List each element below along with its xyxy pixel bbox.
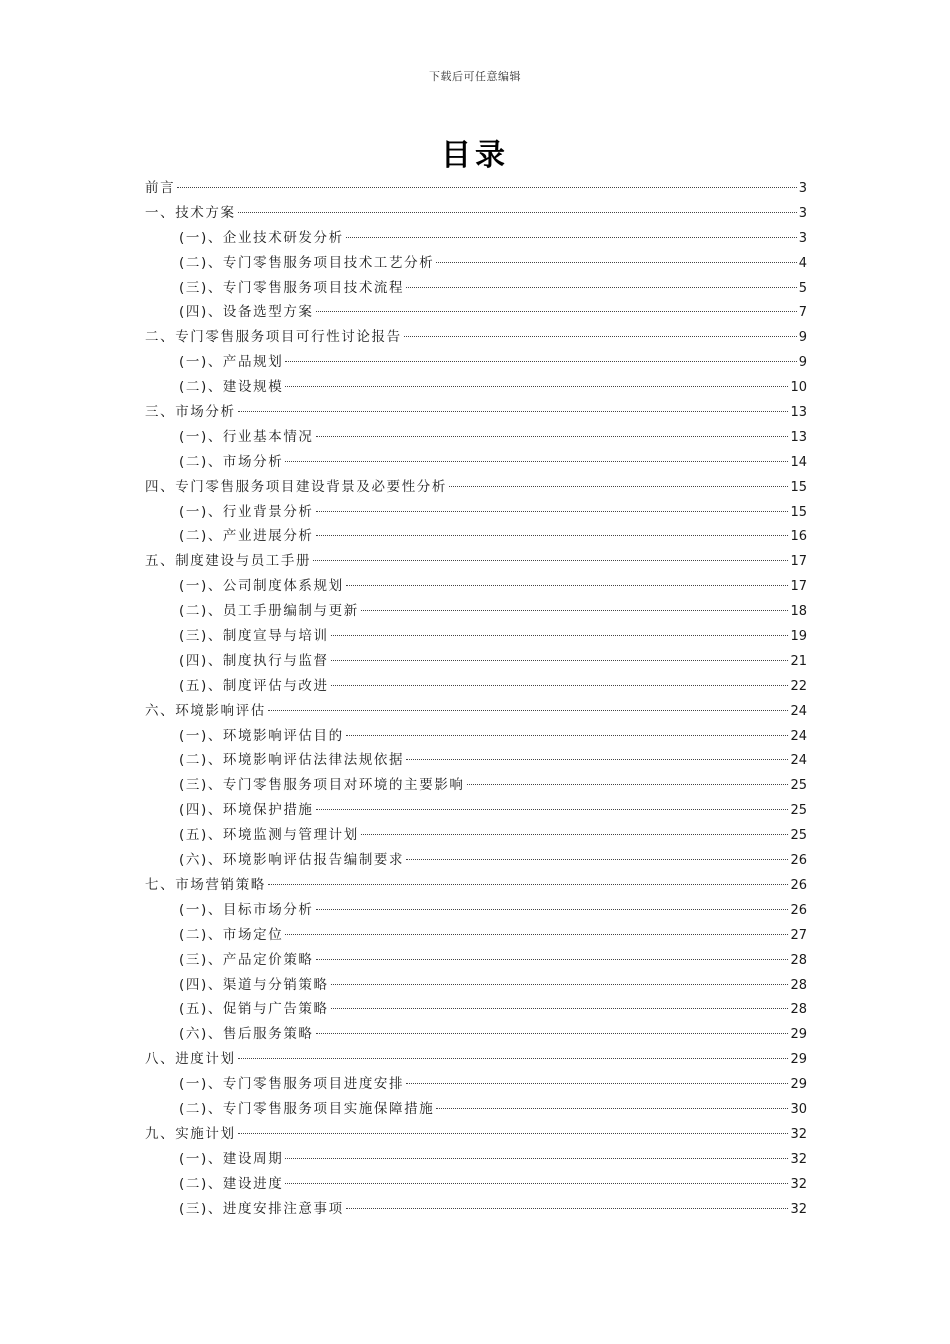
- toc-entry-page-number: 10: [790, 380, 807, 396]
- toc-subentry[interactable]: [145, 748, 807, 773]
- dot-leader: [406, 1083, 788, 1084]
- dot-leader: [436, 1108, 788, 1109]
- dot-leader: [285, 361, 796, 362]
- toc-entry-label: (六)、环境影响评估报告编制要求: [179, 852, 405, 869]
- dot-leader: [285, 386, 788, 387]
- dot-leader: [238, 1058, 789, 1059]
- toc-subentry[interactable]: [145, 500, 807, 525]
- toc-entry-label: (一)、目标市场分析: [179, 901, 314, 918]
- toc-subentry[interactable]: [145, 624, 807, 649]
- toc-entry-page-number: 13: [790, 405, 807, 421]
- toc-entry-label: (三)、专门零售服务项目对环境的主要影响: [179, 777, 465, 794]
- toc-entry-page-number: 22: [790, 678, 807, 694]
- toc-subentry[interactable]: [145, 1147, 807, 1172]
- toc-entry-page-number: 29: [790, 1052, 807, 1068]
- toc-subentry[interactable]: [145, 848, 807, 873]
- toc-entry[interactable]: [145, 1122, 807, 1147]
- toc-subentry[interactable]: [145, 1097, 807, 1122]
- dot-leader: [238, 411, 789, 412]
- toc-entry-page-number: 4: [798, 255, 807, 271]
- toc-entry-page-number: 32: [790, 1201, 807, 1217]
- toc-entry-page-number: 24: [790, 753, 807, 769]
- toc-subentry[interactable]: [145, 375, 807, 400]
- toc-subentry[interactable]: [145, 251, 807, 276]
- toc-entry-label: (一)、公司制度体系规划: [179, 578, 344, 595]
- dot-leader: [316, 809, 789, 810]
- toc-subentry[interactable]: [145, 923, 807, 948]
- toc-entry-page-number: 26: [790, 853, 807, 869]
- toc-entry-label: 六、环境影响评估: [145, 702, 266, 719]
- dot-leader: [238, 212, 797, 213]
- toc-subentry[interactable]: [145, 1197, 807, 1222]
- dot-leader: [268, 710, 789, 711]
- toc-entry-label: (四)、设备选型方案: [179, 304, 314, 321]
- toc-entry-label: 四、专门零售服务项目建设背景及必要性分析: [145, 478, 447, 495]
- dot-leader: [331, 635, 789, 636]
- toc-entry-label: (一)、专门零售服务项目进度安排: [179, 1076, 405, 1093]
- dot-leader: [331, 1008, 789, 1009]
- toc-entry-page-number: 27: [790, 927, 807, 943]
- toc-entry[interactable]: [145, 549, 807, 574]
- toc-entry-label: 九、实施计划: [145, 1125, 236, 1142]
- toc-entry-page-number: 24: [790, 703, 807, 719]
- toc-entry-page-number: 29: [790, 1077, 807, 1093]
- toc-entry-page-number: 9: [798, 330, 807, 346]
- toc-entry-page-number: 29: [790, 1027, 807, 1043]
- toc-entry-label: (二)、员工手册编制与更新: [179, 603, 359, 620]
- dot-leader: [177, 187, 797, 188]
- dot-leader: [316, 311, 797, 312]
- toc-entry-page-number: 28: [790, 952, 807, 968]
- toc-entry-label: (三)、进度安排注意事项: [179, 1200, 344, 1217]
- toc-subentry[interactable]: [145, 226, 807, 251]
- toc-entry-page-number: 17: [790, 579, 807, 595]
- toc-entry-page-number: 26: [790, 902, 807, 918]
- toc-subentry[interactable]: [145, 948, 807, 973]
- dot-leader: [268, 884, 789, 885]
- toc-subentry[interactable]: [145, 300, 807, 325]
- toc-entry-label: (二)、环境影响评估法律法规依据: [179, 752, 405, 769]
- toc-subentry[interactable]: [145, 997, 807, 1022]
- toc-entry-label: (六)、售后服务策略: [179, 1026, 314, 1043]
- toc-entry-label: 前言: [145, 180, 176, 196]
- toc-entry-page-number: 28: [790, 1002, 807, 1018]
- toc-entry-label: (二)、建设进度: [179, 1175, 284, 1192]
- toc-subentry[interactable]: [145, 599, 807, 624]
- toc-entry-page-number: 13: [790, 429, 807, 445]
- toc-entry-label: (五)、环境监测与管理计划: [179, 827, 359, 844]
- toc-title: 目录: [441, 138, 509, 173]
- toc-entry[interactable]: [145, 176, 807, 201]
- toc-entry-label: (四)、渠道与分销策略: [179, 976, 329, 993]
- dot-leader: [406, 859, 788, 860]
- toc-subentry[interactable]: [145, 1072, 807, 1097]
- toc-entry[interactable]: [145, 400, 807, 425]
- toc-entry-page-number: 26: [790, 877, 807, 893]
- dot-leader: [285, 934, 788, 935]
- toc-subentry[interactable]: [145, 1172, 807, 1197]
- toc-entry[interactable]: [145, 475, 807, 500]
- dot-leader: [316, 436, 789, 437]
- toc-entry-label: 三、市场分析: [145, 404, 236, 421]
- toc-subentry[interactable]: [145, 450, 807, 475]
- toc-entry-label: (一)、企业技术研发分析: [179, 229, 344, 246]
- toc-entry-label: (一)、产品规划: [179, 354, 284, 371]
- toc-entry-page-number: 32: [790, 1151, 807, 1167]
- toc-subentry[interactable]: [145, 425, 807, 450]
- toc-entry-label: (五)、制度评估与改进: [179, 677, 329, 694]
- toc-subentry[interactable]: [145, 973, 807, 998]
- toc-entry[interactable]: [145, 873, 807, 898]
- dot-leader: [285, 1158, 788, 1159]
- header-note: 下载后可任意编辑: [429, 70, 521, 83]
- toc-entry-label: 七、市场营销策略: [145, 876, 266, 893]
- dot-leader: [346, 1208, 789, 1209]
- toc-entry-page-number: 17: [790, 554, 807, 570]
- toc-entry-label: (一)、环境影响评估目的: [179, 727, 344, 744]
- toc-entry-page-number: 21: [790, 653, 807, 669]
- toc-entry-label: (五)、促销与广告策略: [179, 1001, 329, 1018]
- toc-entry-page-number: 5: [798, 280, 807, 296]
- toc-subentry[interactable]: [145, 674, 807, 699]
- toc-entry[interactable]: [145, 325, 807, 350]
- toc-subentry[interactable]: [145, 898, 807, 923]
- toc-entry-page-number: 30: [790, 1101, 807, 1117]
- toc-entry-page-number: 24: [790, 728, 807, 744]
- toc-subentry[interactable]: [145, 276, 807, 301]
- toc-subentry[interactable]: [145, 773, 807, 798]
- dot-leader: [331, 660, 789, 661]
- toc-entry[interactable]: [145, 201, 807, 226]
- toc-subentry[interactable]: [145, 649, 807, 674]
- toc-entry-page-number: 3: [798, 205, 807, 221]
- dot-leader: [316, 959, 789, 960]
- dot-leader: [436, 262, 796, 263]
- dot-leader: [331, 984, 789, 985]
- dot-leader: [316, 535, 789, 536]
- toc-entry-label: (二)、市场分析: [179, 453, 284, 470]
- toc-entry-label: (二)、建设规模: [179, 379, 284, 396]
- dot-leader: [316, 1033, 789, 1034]
- toc-subentry[interactable]: [145, 823, 807, 848]
- toc-entry-page-number: 3: [798, 230, 807, 246]
- toc-subentry[interactable]: [145, 524, 807, 549]
- toc-entry-label: (一)、行业背景分析: [179, 503, 314, 520]
- dot-leader: [406, 759, 788, 760]
- toc-entry-page-number: 9: [798, 355, 807, 371]
- toc-entry-page-number: 7: [798, 305, 807, 321]
- toc-entry-page-number: 32: [790, 1126, 807, 1142]
- toc-entry-label: (二)、专门零售服务项目技术工艺分析: [179, 254, 435, 271]
- dot-leader: [346, 735, 789, 736]
- toc-entry-page-number: 32: [790, 1176, 807, 1192]
- toc-subentry[interactable]: [145, 798, 807, 823]
- toc-entry-page-number: 15: [790, 504, 807, 520]
- dot-leader: [346, 237, 797, 238]
- toc-entry-page-number: 18: [790, 604, 807, 620]
- toc-entry[interactable]: [145, 699, 807, 724]
- toc-entry-label: (四)、环境保护措施: [179, 802, 314, 819]
- dot-leader: [449, 486, 788, 487]
- table-of-contents: [145, 176, 807, 1221]
- toc-entry-page-number: 3: [798, 181, 807, 196]
- toc-entry-label: 五、制度建设与员工手册: [145, 553, 312, 570]
- toc-entry-label: (一)、行业基本情况: [179, 428, 314, 445]
- toc-entry-label: (二)、专门零售服务项目实施保障措施: [179, 1100, 435, 1117]
- dot-leader: [467, 784, 789, 785]
- toc-entry-label: (二)、市场定位: [179, 926, 284, 943]
- dot-leader: [313, 560, 788, 561]
- toc-subentry[interactable]: [145, 350, 807, 375]
- toc-entry-label: (三)、产品定价策略: [179, 951, 314, 968]
- toc-entry-label: (一)、建设周期: [179, 1150, 284, 1167]
- dot-leader: [406, 287, 797, 288]
- dot-leader: [316, 909, 789, 910]
- toc-entry-label: (二)、产业进展分析: [179, 528, 314, 545]
- dot-leader: [285, 461, 788, 462]
- toc-entry-label: (三)、专门零售服务项目技术流程: [179, 279, 405, 296]
- dot-leader: [346, 585, 789, 586]
- toc-entry-page-number: 19: [790, 629, 807, 645]
- toc-entry-page-number: 16: [790, 529, 807, 545]
- dot-leader: [238, 1133, 789, 1134]
- dot-leader: [285, 1183, 788, 1184]
- toc-entry-page-number: 15: [790, 479, 807, 495]
- toc-entry-page-number: 28: [790, 977, 807, 993]
- toc-entry-page-number: 25: [790, 803, 807, 819]
- toc-entry-label: 一、技术方案: [145, 204, 236, 221]
- toc-entry-label: 二、专门零售服务项目可行性讨论报告: [145, 329, 402, 346]
- toc-entry-page-number: 25: [790, 828, 807, 844]
- dot-leader: [331, 685, 789, 686]
- toc-entry-label: 八、进度计划: [145, 1051, 236, 1068]
- toc-subentry[interactable]: [145, 724, 807, 749]
- dot-leader: [361, 610, 789, 611]
- toc-entry-page-number: 14: [790, 454, 807, 470]
- toc-entry-page-number: 25: [790, 778, 807, 794]
- dot-leader: [404, 336, 797, 337]
- dot-leader: [361, 834, 789, 835]
- toc-entry[interactable]: [145, 1047, 807, 1072]
- toc-subentry[interactable]: [145, 574, 807, 599]
- toc-entry-label: (四)、制度执行与监督: [179, 652, 329, 669]
- dot-leader: [316, 511, 789, 512]
- toc-entry-label: (三)、制度宣导与培训: [179, 628, 329, 645]
- toc-subentry[interactable]: [145, 1022, 807, 1047]
